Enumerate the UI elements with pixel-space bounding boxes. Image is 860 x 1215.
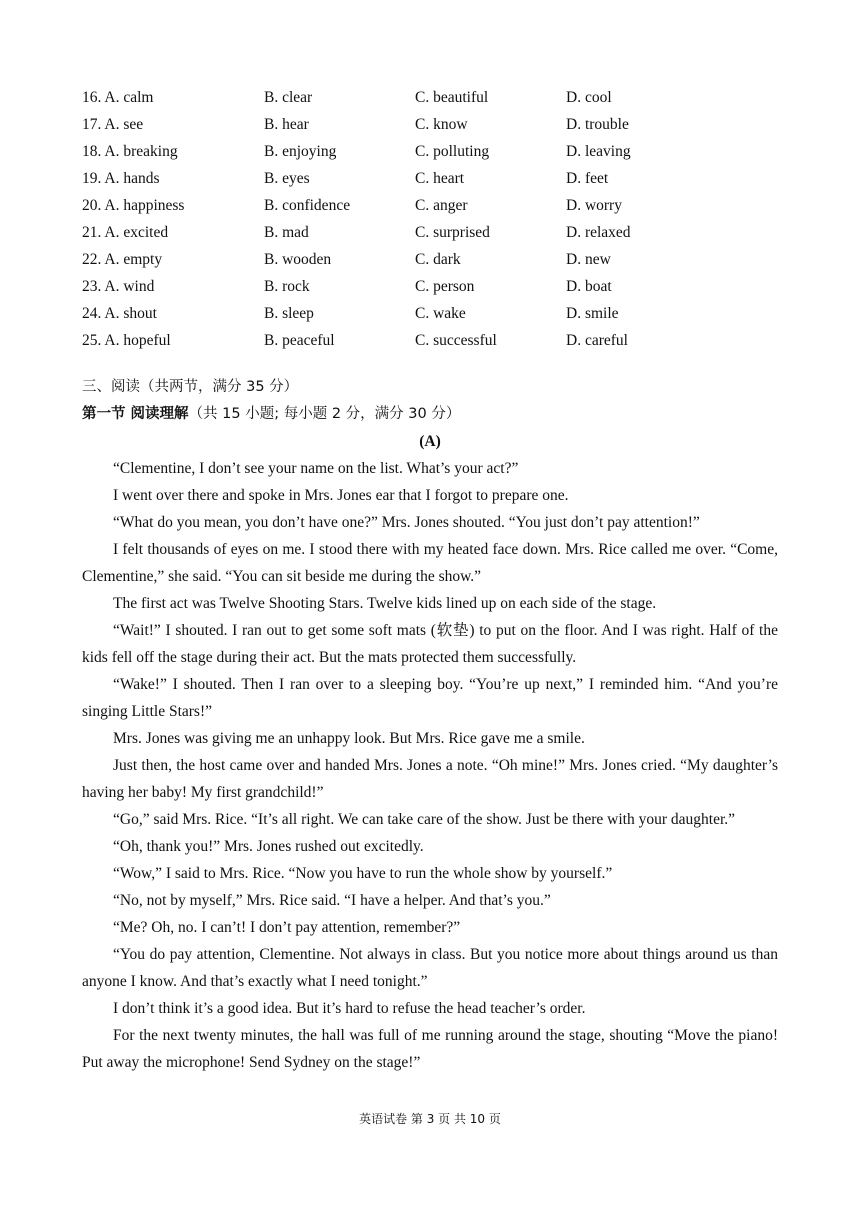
passage-paragraph: “What do you mean, you don’t have one?” Mrs. Jones shouted. “You just don’t pay attention!” (113, 514, 700, 531)
passage-paragraph: For the next twenty minutes, the hall was full of me running around the stage, shouting “Move the piano! Put away the microphone! Send Sydney on the stage!” (82, 1027, 778, 1071)
passage-paragraph: “You do pay attention, Clementine. Not always in class. But you notice more about things around us than anyone I know. And that’s exactly what I need tonight.” (82, 946, 778, 990)
passage-paragraph: “Oh, thank you!” Mrs. Jones rushed out excitedly. (113, 838, 424, 855)
option-a: 25. A. hopeful (82, 332, 171, 349)
passage-paragraph: “Wake!” I shouted. Then I ran over to a sleeping boy. “You’re up next,” I reminded him. “And you’re singing Little Stars!” (82, 676, 778, 720)
option-b: B. clear (264, 89, 313, 106)
option-d: D. new (566, 251, 611, 268)
option-a: 22. A. empty (82, 251, 163, 268)
option-d: D. trouble (566, 116, 629, 133)
option-row (82, 219, 778, 246)
option-b: B. enjoying (264, 143, 337, 160)
passage-paragraph: I felt thousands of eyes on me. I stood there with my heated face down. Mrs. Rice called me over. “Come, Clementine,” she said. “You can sit beside me during the show.” (82, 541, 778, 585)
option-d: D. cool (566, 89, 612, 106)
passage-paragraph: “Clementine, I don’t see your name on the list. What’s your act?” (113, 460, 519, 477)
option-a: 20. A. happiness (82, 197, 185, 214)
passage-paragraph: “No, not by myself,” Mrs. Rice said. “I have a helper. And that’s you.” (113, 892, 551, 909)
option-c: C. anger (415, 197, 468, 214)
option-row (82, 165, 778, 192)
section-title: 三、阅读（共两节，满分 35 分） (82, 379, 299, 395)
passage-paragraph: “Wow,” I said to Mrs. Rice. “Now you have to run the whole show by yourself.” (113, 865, 613, 882)
option-row (82, 84, 778, 111)
option-d: D. worry (566, 197, 622, 214)
passage-paragraph: “Me? Oh, no. I can’t! I don’t pay attention, remember?” (113, 919, 461, 936)
option-row (82, 111, 778, 138)
option-b: B. rock (264, 278, 310, 295)
option-b: B. hear (264, 116, 309, 133)
reading-passage (82, 455, 778, 1076)
option-d: D. smile (566, 305, 619, 322)
option-row (82, 246, 778, 273)
option-row (82, 192, 778, 219)
option-d: D. relaxed (566, 224, 631, 241)
option-b: B. sleep (264, 305, 314, 322)
option-a: 16. A. calm (82, 89, 154, 106)
option-d: D. boat (566, 278, 612, 295)
option-a: 19. A. hands (82, 170, 160, 187)
passage-paragraph: “Wait!” I shouted. I ran out to get some soft mats (软垫) to put on the floor. And I was right. Half of the kids fell off the stage during their act. But the mats protected them successfully. (82, 622, 778, 666)
passage-paragraph: Just then, the host came over and handed Mrs. Jones a note. “Oh mine!” Mrs. Jones cried. “My daughter’s having her baby! My first grandchild!” (82, 757, 778, 801)
passage-paragraph: I went over there and spoke in Mrs. Jones ear that I forgot to prepare one. (113, 487, 569, 504)
option-c: C. beautiful (415, 89, 489, 106)
answer-options (82, 84, 778, 354)
option-row (82, 138, 778, 165)
subsection-title (82, 401, 778, 428)
option-a: 17. A. see (82, 116, 144, 133)
option-c: C. heart (415, 170, 465, 187)
option-a: 23. A. wind (82, 278, 155, 295)
option-a: 24. A. shout (82, 305, 157, 322)
option-row (82, 327, 778, 354)
option-b: B. eyes (264, 170, 310, 187)
option-d: D. feet (566, 170, 609, 187)
passage-paragraph: The first act was Twelve Shooting Stars. Twelve kids lined up on each side of the stage. (113, 595, 657, 612)
subsection-title-detail: （共 15 小题; 每小题 2 分，满分 30 分） (188, 406, 461, 422)
passage-paragraph: “Go,” said Mrs. Rice. “It’s all right. We can take care of the show. Just be there with your daughter.” (113, 811, 736, 828)
passage-paragraph: I don’t think it’s a good idea. But it’s hard to refuse the head teacher’s order. (113, 1000, 586, 1017)
option-c: C. person (415, 278, 475, 295)
subsection-title-bold: 第一节 阅读理解 (82, 406, 189, 422)
option-c: C. know (415, 116, 468, 133)
option-c: C. surprised (415, 224, 490, 241)
option-c: C. wake (415, 305, 466, 322)
page-footer: 英语试卷 第 3 页 共 10 页 (359, 1112, 501, 1126)
option-b: B. mad (264, 224, 309, 241)
option-b: B. confidence (264, 197, 351, 214)
passage-label: (A) (419, 433, 441, 450)
exam-page (82, 84, 778, 1076)
option-d: D. careful (566, 332, 628, 349)
option-b: B. wooden (264, 251, 332, 268)
option-c: C. polluting (415, 143, 490, 160)
option-b: B. peaceful (264, 332, 335, 349)
option-c: C. dark (415, 251, 461, 268)
option-a: 21. A. excited (82, 224, 169, 241)
option-a: 18. A. breaking (82, 143, 178, 160)
option-c: C. successful (415, 332, 497, 349)
passage-paragraph: Mrs. Jones was giving me an unhappy look. But Mrs. Rice gave me a smile. (113, 730, 585, 747)
option-row (82, 300, 778, 327)
option-d: D. leaving (566, 143, 631, 160)
option-row (82, 273, 778, 300)
